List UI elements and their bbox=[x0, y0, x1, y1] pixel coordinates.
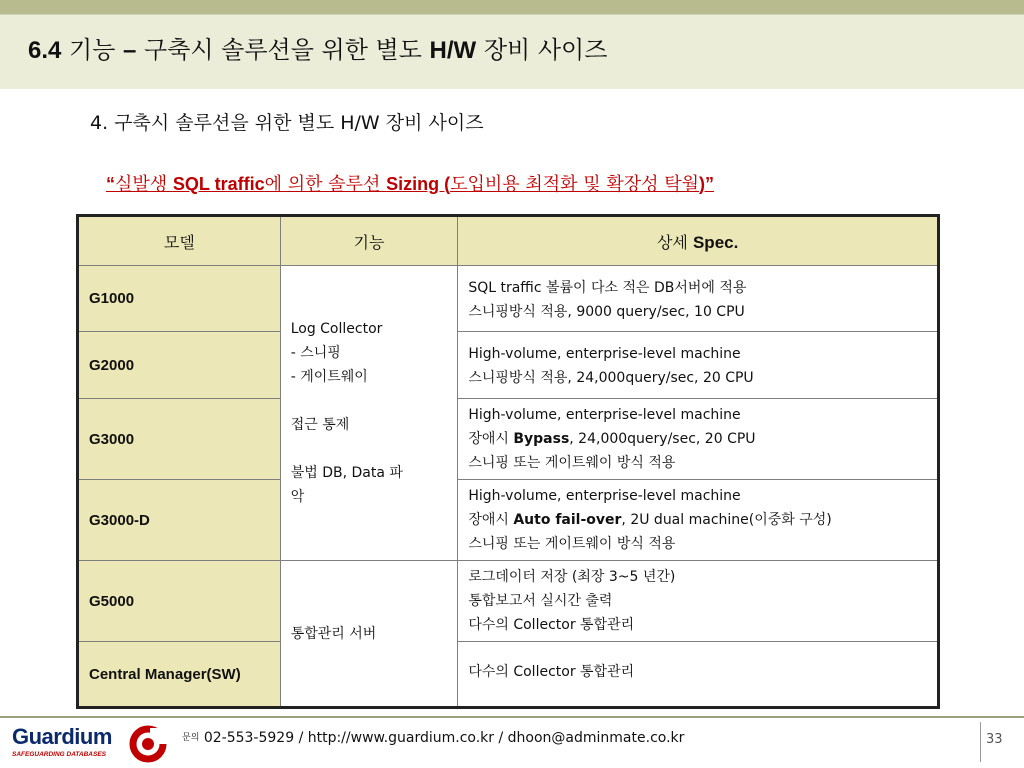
detail-g5000: 로그데이터 저장 (최장 3~5 년간) 통합보고서 실시간 출력 다수의 Collector 통합관리 bbox=[458, 561, 939, 642]
table-row-central-manager bbox=[78, 642, 939, 708]
footer-contact: $^{문의}$ 02-553-5929 / http://www.guardium.co.kr / dhoon@adminmate.co.kr bbox=[182, 730, 685, 746]
page-number-divider bbox=[980, 722, 981, 762]
hardware-spec-table bbox=[76, 214, 940, 709]
model-g5000: G5000 bbox=[78, 561, 281, 642]
section-subtitle: 4. 구축시 솔루션을 위한 별도 H/W 장비 사이즈 bbox=[90, 112, 484, 134]
detail-g3000-d: High-volume, enterprise-level machine 장애시 Auto fail-over, 2U dual machine(이중화 구성) 스니핑 또는 게이트웨이 방식 적용 bbox=[458, 480, 939, 561]
contact-text[interactable]: 02-553-5929 / http://www.guardium.co.kr / dhoon@adminmate.co.kr bbox=[203, 730, 685, 746]
table-row-g3000d bbox=[78, 480, 939, 561]
partner-emblem-icon bbox=[128, 724, 168, 764]
detail-g3000: High-volume, enterprise-level machine 장애시 Bypass, 24,000query/sec, 20 CPU 스니핑 또는 게이트웨이 방식 적용 bbox=[458, 399, 939, 480]
detail-g1000: SQL traffic 볼륨이 다소 적은 DB서버에 적용 스니핑방식 적용, 9000 query/sec, 10 CPU bbox=[458, 266, 939, 332]
model-g3000-d: G3000-D bbox=[78, 480, 281, 561]
model-g1000: G1000 bbox=[78, 266, 281, 332]
footer-divider bbox=[0, 716, 1024, 718]
function-collector: Log Collector - 스니핑 - 게이트웨이 접근 통제 불법 DB, Data 파 악 bbox=[280, 266, 458, 561]
header-model: 모델 bbox=[78, 216, 281, 266]
top-accent-bar bbox=[0, 0, 1024, 14]
model-g3000: G3000 bbox=[78, 399, 281, 480]
detail-central-manager: 다수의 Collector 통합관리 bbox=[458, 642, 939, 708]
guardium-logo: Guardium SAFEGUARDING DATABASES bbox=[12, 724, 112, 758]
function-management-server: 통합관리 서버 bbox=[280, 561, 458, 708]
sizing-tagline: “실발생 SQL traffic에 의한 솔루션 Sizing (도입비용 최적화 및 확장성 탁월)” bbox=[106, 174, 715, 195]
detail-g2000: High-volume, enterprise-level machine 스니핑방식 적용, 24,000query/sec, 20 CPU bbox=[458, 332, 939, 399]
model-g2000: G2000 bbox=[78, 332, 281, 399]
page-number: 33 bbox=[986, 732, 1003, 747]
model-central-manager: Central Manager(SW) bbox=[78, 642, 281, 708]
table-header-row bbox=[78, 216, 939, 266]
table-row-g1000 bbox=[78, 266, 939, 332]
header-detail-spec: 상세 Spec. bbox=[458, 216, 939, 266]
header-function: 기능 bbox=[280, 216, 458, 266]
table-row-g2000 bbox=[78, 332, 939, 399]
slide-title: 6.4 기능 – 구축시 솔루션을 위한 별도 H/W 장비 사이즈 bbox=[28, 36, 608, 64]
table-row-g3000 bbox=[78, 399, 939, 480]
table-row-g5000 bbox=[78, 561, 939, 642]
